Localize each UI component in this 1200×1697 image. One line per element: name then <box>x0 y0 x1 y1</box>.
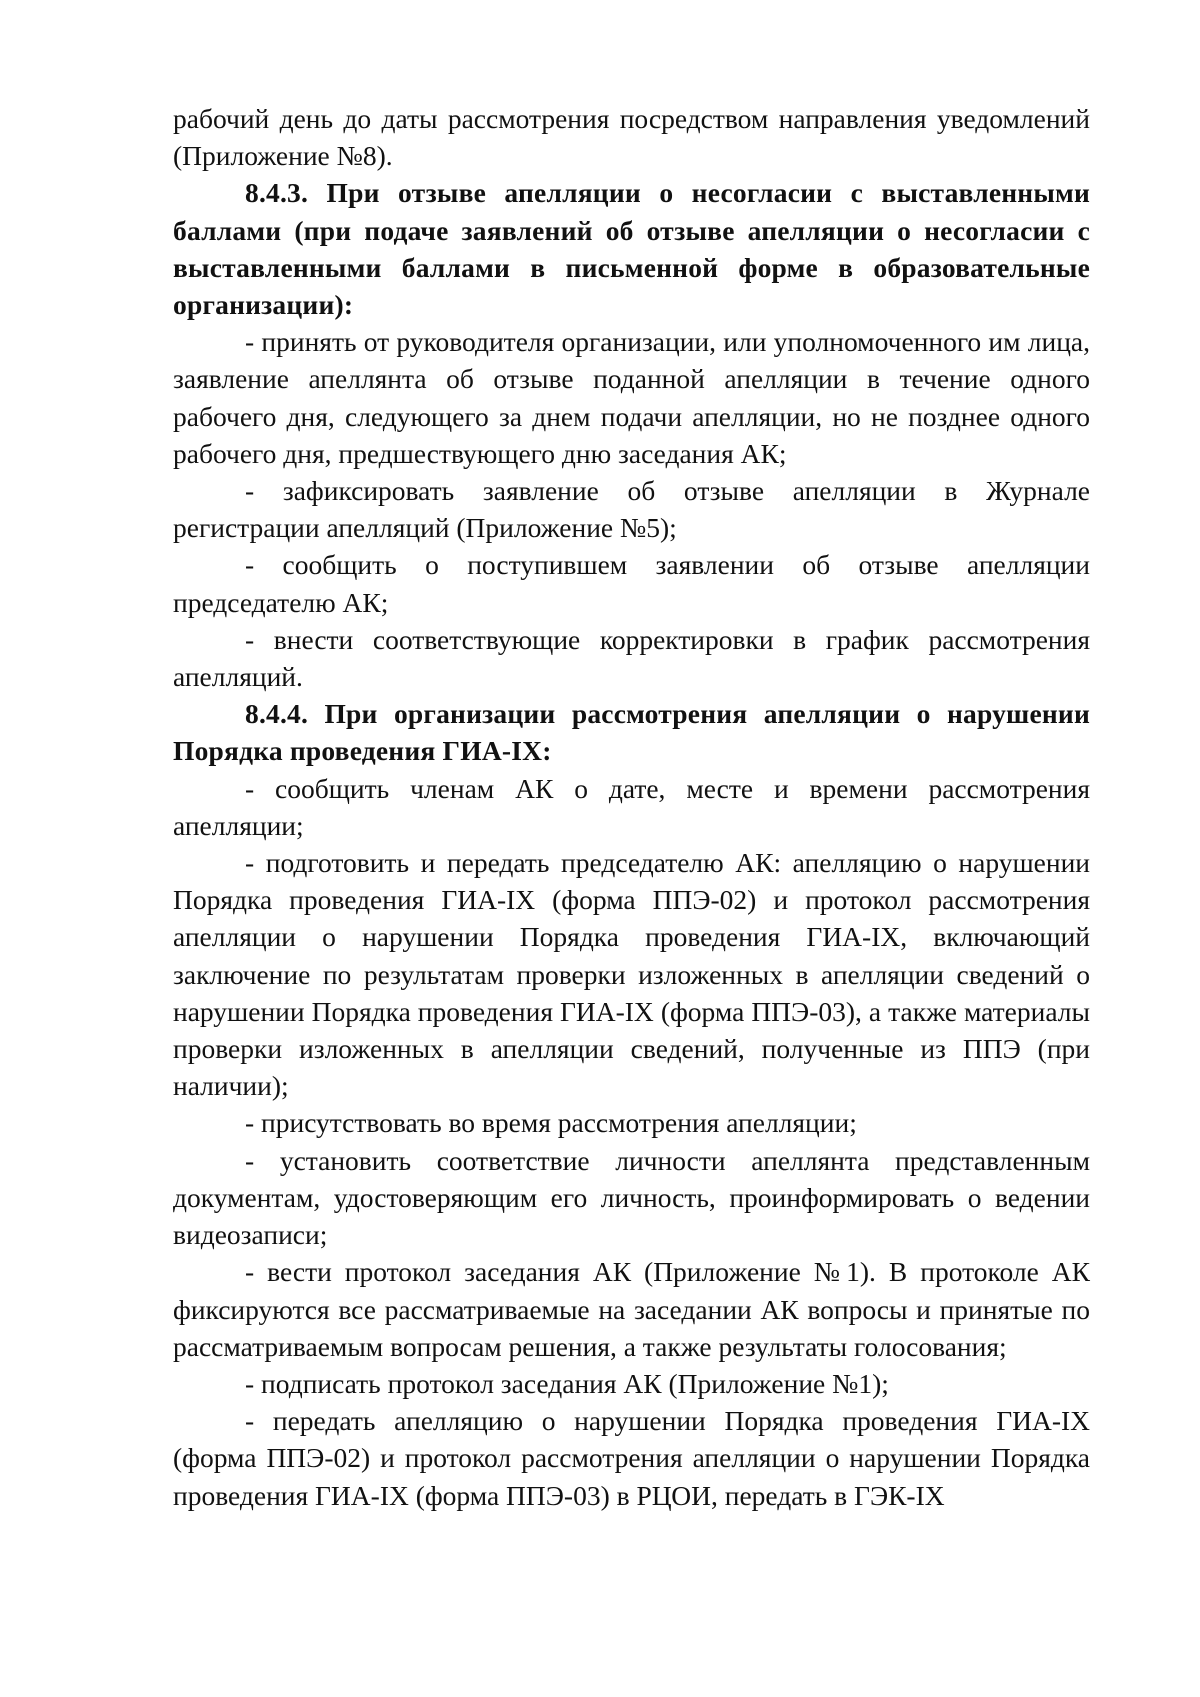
list-item: - сообщить членам АК о дате, месте и времени рассмотрения апелляции; <box>173 772 1090 841</box>
list-item: - установить соответствие личности апеллянта представленным документам, удостоверяющим его личность, проинформировать о ведении видеозаписи; <box>173 1144 1090 1251</box>
list-item: - присутствовать во время рассмотрения апелляции; <box>245 1107 857 1139</box>
list-item: - подписать протокол заседания АК (Приложение №1); <box>245 1367 889 1399</box>
list-item: - вести протокол заседания АК (Приложение №1). В протоколе АК фиксируются все рассматриваемые на заседании АК вопросы и принятые по рассматриваемым вопросам решения, а также результаты голосования; <box>173 1256 1090 1362</box>
paragraph-continuation: рабочий день до даты рассмотрения посредством направления уведомлений (Приложение №8). <box>173 103 1090 172</box>
list-item: - сообщить о поступившем заявлении об отзыве апелляции председателю АК; <box>173 549 1090 618</box>
list-item: - принять от руководителя организации, или уполномоченного им лица, заявление апеллянта об отзыве поданной апелляции в течение одного рабочего дня, следующего за днем подачи апелляции, но не позднее одного рабочего дня, предшествующего дню заседания АК; <box>173 326 1090 469</box>
list-item: - зафиксировать заявление об отзыве апелляции в Журнале регистрации апелляций (Приложение №5); <box>173 475 1090 544</box>
section-heading-8-4-3: 8.4.3. При отзыве апелляции о несогласии с выставленными баллами (при подаче заявлений об отзыве апелляции о несогласии с выставленными баллами в письменной форме в образовательные организации): <box>173 177 1090 321</box>
list-item: - подготовить и передать председателю АК: апелляцию о нарушении Порядка проведения ГИА-IX (форма ППЭ-02) и протокол рассмотрения апелляции о нарушении Порядка проведения ГИА-IX, включающий заключение по результатам проверки изложенных в апелляции сведений о нарушении Порядка проведения ГИА-IX (форма ППЭ-03), а также материалы проверки изложенных в апелляции сведений, полученные из ППЭ (при наличии); <box>173 847 1090 1102</box>
list-item: - внести соответствующие корректировки в график рассмотрения апелляций. <box>173 623 1090 693</box>
document-page <box>173 100 1090 1514</box>
section-heading-8-4-4: 8.4.4. При организации рассмотрения апелляции о нарушении Порядка проведения ГИА-IX: <box>173 698 1090 767</box>
list-item: - передать апелляцию о нарушении Порядка проведения ГИА-IX (форма ППЭ-02) и протокол рассмотрения апелляции о нарушении Порядка проведения ГИА-IX (форма ППЭ-03) в РЦОИ, передать в ГЭК-IX <box>173 1405 1090 1511</box>
